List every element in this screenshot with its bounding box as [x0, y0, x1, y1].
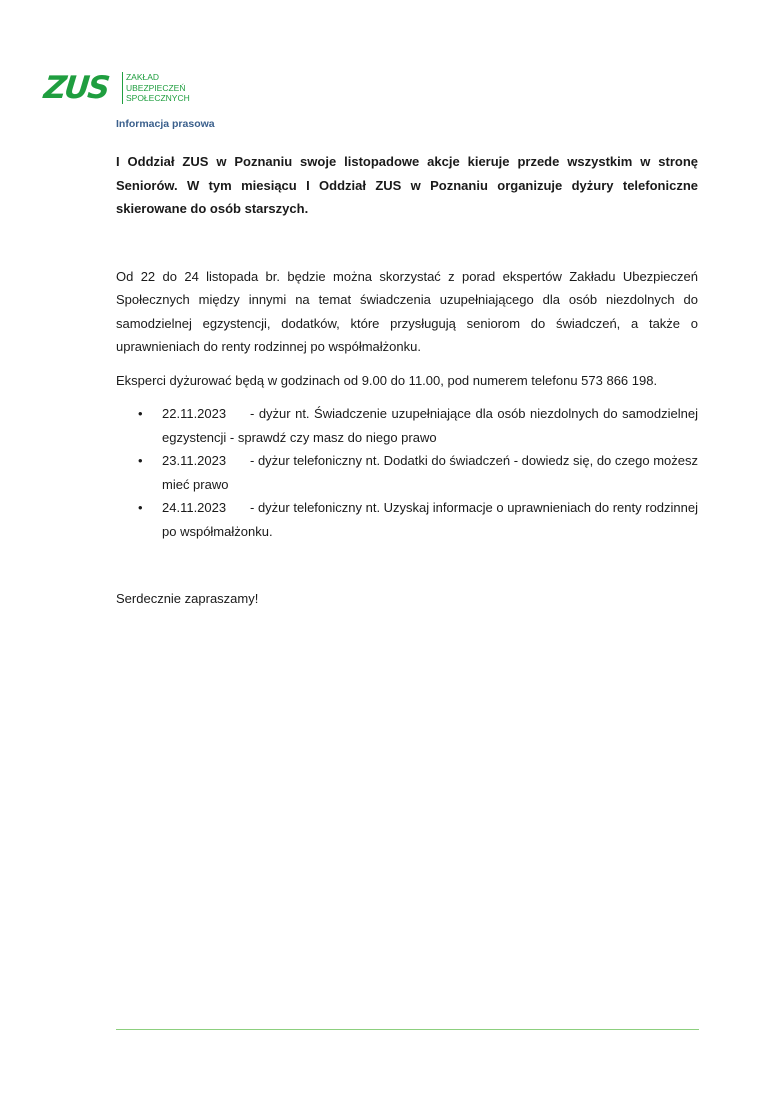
- footer-divider: [116, 1029, 699, 1030]
- bullet-icon: •: [138, 453, 143, 468]
- duty-list: [116, 402, 698, 543]
- zus-logo: [44, 72, 190, 104]
- duty-description: - dyżur telefoniczny nt. Dodatki do świadczeń - dowiedz się, do czego możesz mieć prawo: [162, 453, 698, 492]
- duty-date: 23.11.2023: [162, 453, 227, 468]
- duty-description: - dyżur nt. Świadczenie uzupełniające dla osób niezdolnych do samodzielnej egzystencji - sprawdź czy masz do niego prawo: [162, 406, 698, 445]
- lead-paragraph: I Oddział ZUS w Poznaniu swoje listopadowe akcje kieruje przede wszystkim w stronę Seniorów. W tym miesiącu I Oddział ZUS w Poznaniu organizuje dyżury telefoniczne skierowane do osób starszych.: [116, 154, 698, 216]
- press-release-label: Informacja prasowa: [116, 118, 215, 130]
- bullet-icon: •: [138, 500, 143, 515]
- bullet-icon: •: [138, 406, 143, 421]
- list-item: [116, 496, 698, 543]
- logo-line-2: UBEZPIECZEŃ: [125, 82, 186, 93]
- body-paragraph-1: Od 22 do 24 listopada br. będzie można skorzystać z porad ekspertów Zakładu Ubezpieczeń Społecznych między innymi na temat świadczenia uzupełniającego dla osób niezdolnych do samodzielnej egzystencji, dodatków, które przysługują seniorom do świadczeń, a także o uprawnieniach do renty rodzinnej po współmałżonku.: [116, 268, 698, 354]
- list-item: [116, 449, 698, 496]
- duty-date: 22.11.2023: [162, 406, 227, 421]
- document-body: [116, 150, 698, 624]
- duty-description: - dyżur telefoniczny nt. Uzyskaj informacje o uprawnieniach do renty rodzinnej po współmałżonku.: [162, 500, 698, 539]
- closing-line: Serdecznie zapraszamy!: [116, 591, 259, 606]
- list-item: [116, 402, 698, 449]
- logo-divider: [122, 72, 123, 104]
- duty-date: 24.11.2023: [162, 500, 227, 515]
- logo-wordmark: [126, 72, 190, 104]
- logo-line-3: SPOŁECZNYCH: [125, 93, 190, 103]
- body-paragraph-2: Eksperci dyżurować będą w godzinach od 9.00 do 11.00, pod numerem telefonu 573 866 198.: [116, 372, 658, 388]
- zus-logo-mark: ZUS: [42, 70, 110, 106]
- logo-line-1: ZAKŁAD: [125, 72, 160, 82]
